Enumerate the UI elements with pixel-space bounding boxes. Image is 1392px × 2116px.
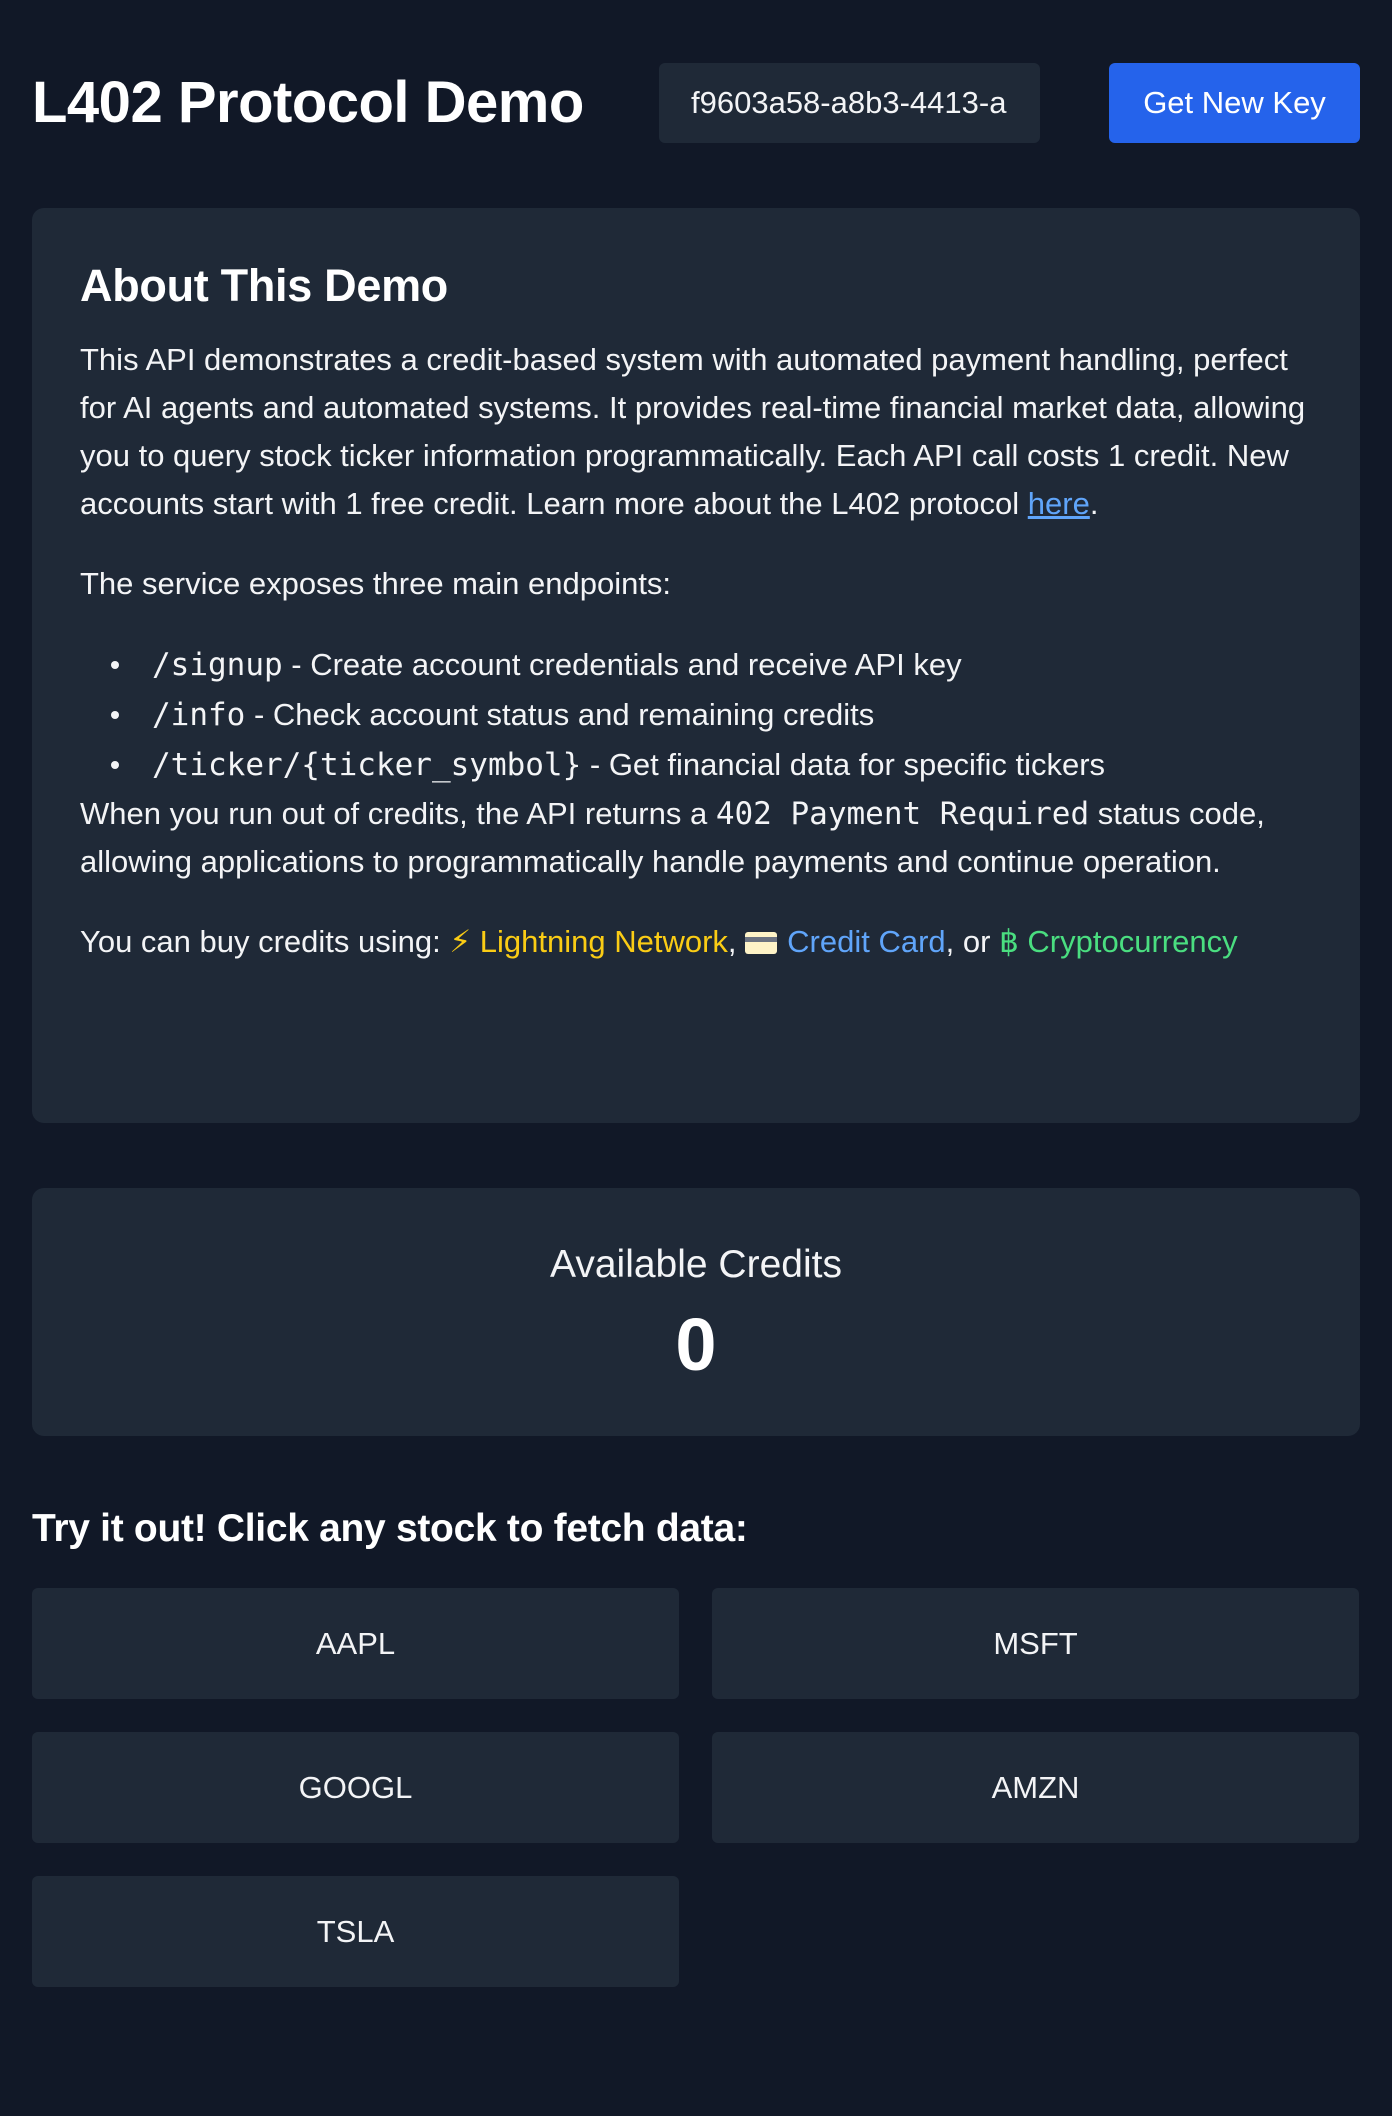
lightning-label: Lightning Network	[479, 924, 728, 959]
lightning-network-option	[449, 924, 728, 959]
endpoint-path: /ticker/{ticker_symbol}	[152, 747, 582, 783]
stock-button-tsla[interactable]: TSLA	[32, 1876, 679, 1987]
credits-label: Available Credits	[550, 1243, 842, 1286]
separator: , or	[945, 924, 1000, 959]
about-card	[32, 208, 1360, 1123]
endpoint-item-ticker	[152, 740, 1312, 790]
status-code-text	[80, 790, 1312, 886]
header	[32, 63, 1360, 143]
credits-card	[32, 1188, 1360, 1436]
api-key-input[interactable]	[659, 63, 1040, 143]
endpoint-description: - Get financial data for specific tickers	[581, 747, 1106, 782]
cryptocurrency-option	[999, 924, 1238, 959]
about-title: About This Demo	[80, 260, 448, 311]
lightning-icon: ⚡	[449, 924, 472, 959]
endpoint-item-signup	[152, 640, 1312, 690]
credit-card-icon	[745, 932, 777, 954]
status-text-before: When you run out of credits, the API returns a	[80, 796, 716, 831]
about-description-text: This API demonstrates a credit-based system with automated payment handling, perfect for AI agents and automated systems. It provides real-time financial market data, allowing you to query stock ticker information programmatically. Each API call costs 1 credit. New accounts start with 1 free credit. Learn more about the L402 protocol	[80, 342, 1306, 521]
credit-card-option	[745, 924, 946, 959]
payment-options	[80, 918, 1312, 966]
stock-button-msft[interactable]: MSFT	[712, 1588, 1359, 1699]
endpoint-list	[80, 640, 1312, 790]
page-title: L402 Protocol Demo	[32, 70, 584, 135]
credits-value: 0	[675, 1303, 717, 1386]
about-description-end: .	[1089, 486, 1099, 521]
credit-card-label: Credit Card	[787, 924, 946, 959]
endpoint-path: /signup	[152, 647, 283, 683]
status-text-after: status code, allowing applications to programmatically handle payments and continue operation.	[80, 796, 1265, 879]
endpoint-path: /info	[152, 697, 246, 733]
get-new-key-button[interactable]: Get New Key	[1109, 63, 1360, 143]
separator: ,	[727, 924, 746, 959]
stock-button-aapl[interactable]: AAPL	[32, 1588, 679, 1699]
endpoint-item-info	[152, 690, 1312, 740]
status-code: 402 Payment Required	[715, 796, 1090, 832]
bitcoin-icon: ฿	[999, 924, 1019, 959]
about-description	[80, 336, 1312, 528]
endpoint-description: - Check account status and remaining credits	[245, 697, 875, 732]
cryptocurrency-label: Cryptocurrency	[1027, 924, 1238, 959]
try-it-title: Try it out! Click any stock to fetch data:	[32, 1507, 748, 1550]
endpoints-intro: The service exposes three main endpoints:	[80, 566, 672, 601]
endpoint-description: - Create account credentials and receive API key	[282, 647, 962, 682]
stock-button-googl[interactable]: GOOGL	[32, 1732, 679, 1843]
l402-protocol-link[interactable]: here	[1027, 486, 1090, 521]
stock-button-amzn[interactable]: AMZN	[712, 1732, 1359, 1843]
buy-intro: You can buy credits using:	[80, 924, 450, 959]
